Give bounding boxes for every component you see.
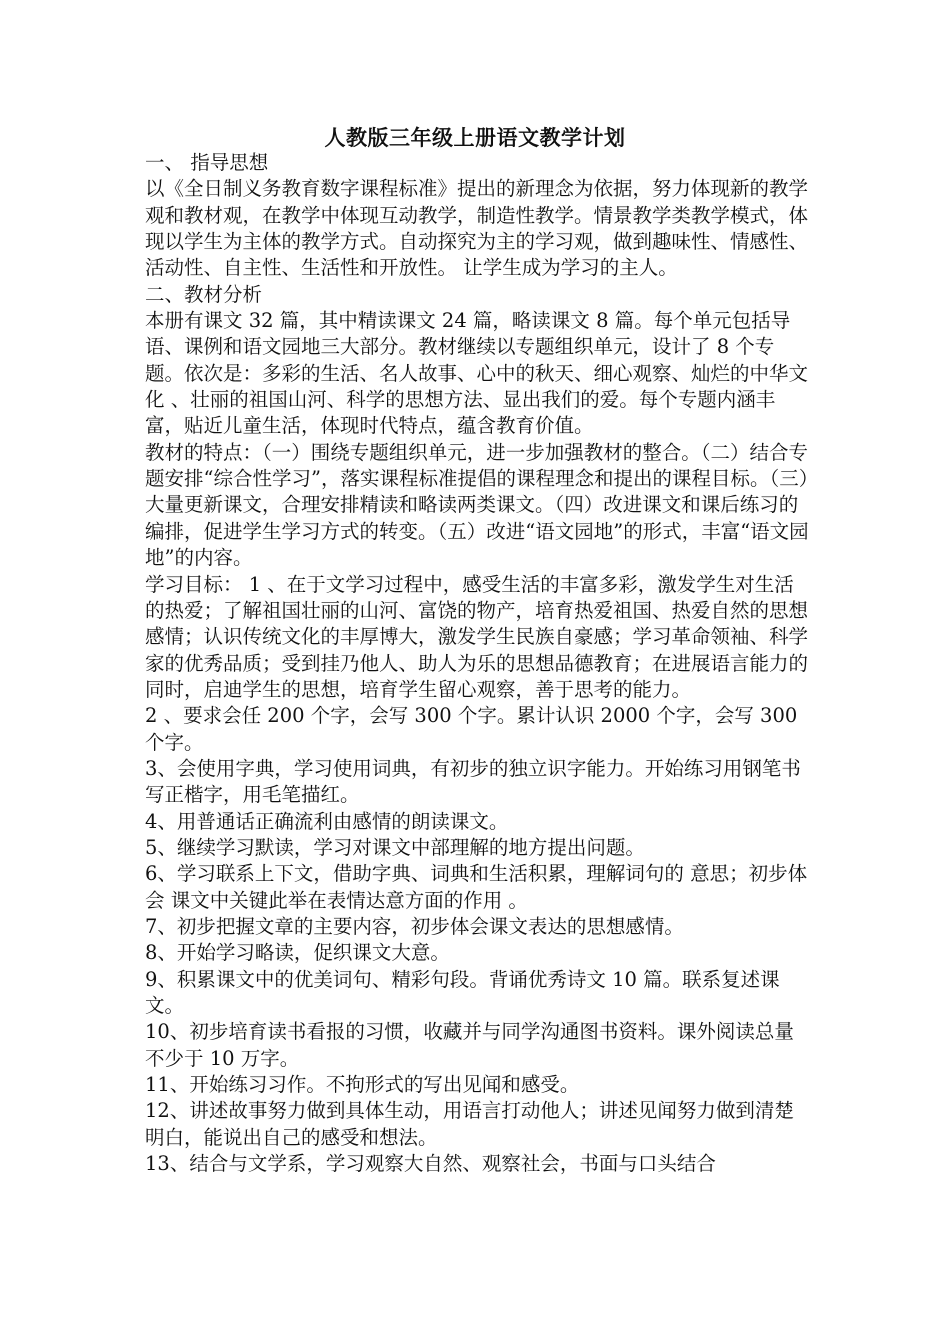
- paragraph-learning-goal-3: 3、会使用字典，学习使用词典，有初步的独立识字能力。开始练习用钢笔书写正楷字，用毛笔描红。: [145, 756, 801, 807]
- section-heading-textbook-analysis: 二、教材分析: [145, 282, 263, 306]
- paragraph-learning-goal-5: 5、继续学习默读，学习对课文中部理解的地方提出问题。: [145, 835, 645, 859]
- document-title: 人教版三年级上册语文教学计划: [324, 125, 626, 150]
- paragraph-learning-goal-4: 4、用普通话正确流利由感情的朗读课文。: [145, 809, 509, 833]
- paragraph-learning-goal-12: 12、讲述故事努力做到具体生动，用语言打动他人；讲述见闻努力做到清楚明白，能说出自己的感受和想法。: [145, 1099, 794, 1149]
- paragraph-textbook-features: 教材的特点：（一）围绕专题组织单元，进一步加强教材的整合。（二）结合专题安排“综合性学习”，落实课程标准提倡的课程理念和提出的课程目标。（三）大量更新课文，合理安排精读和略读两类课文。（四）改进课文和课后练习的编排，促进学生学习方式的转变。（五）改进“语文园地”的形式，丰富“语文园地”的内容。: [145, 440, 809, 570]
- paragraph-learning-goal-8: 8、开始学习略读，促织课文大意。: [145, 941, 450, 965]
- paragraph-learning-goal-9: 9、积累课文中的优美词句、精彩句段。背诵优秀诗文 10 篇。联系复述课文。: [145, 967, 780, 1017]
- paragraph-learning-goal-13: 13、结合与文学系，学习观察大自然、观察社会，书面与口头结合: [145, 1152, 716, 1176]
- paragraph-learning-goal-11: 11、开始练习习作。不拘形式的写出见闻和感受。: [145, 1073, 580, 1097]
- paragraph-learning-goal-6: 6、学习联系上下文，借助字典、词典和生活积累，理解词句的 意思；初步体会 课文中关键此举在表情达意方面的作用 。: [145, 862, 808, 912]
- paragraph-learning-goal-10: 10、初步培育读书看报的习惯，收藏并与同学沟通图书资料。课外阅读总量不少于 10 万字。: [145, 1020, 794, 1070]
- paragraph-learning-goal-1: 学习目标： 1 、在于文学习过程中，感受生活的丰富多彩，激发学生对生活的热爱；了解祖国壮丽的山河、富饶的物产，培育热爱祖国、热爱自然的思想感情；认识传统文化的丰厚博大，激发学生民族自豪感；学习革命领袖、科学家的优秀品质；受到挂乃他人、助人为乐的思想品德教育；在进展语言能力的同时，启迪学生的思想，培育学生留心观察，善于思考的能力。: [145, 572, 809, 701]
- paragraph-learning-goal-7: 7、初步把握文章的主要内容，初步体会课文表达的思想感情。: [145, 914, 684, 938]
- document-body: [145, 150, 810, 1177]
- paragraph-textbook-overview: 本册有课文 32 篇，其中精读课文 24 篇，略读课文 8 篇。每个单元包括导语、课例和语文园地三大部分。教材继续以专题组织单元，设计了 8 个专题。依次是：多彩的生活、名人故事、心中的秋天、细心观察、灿烂的中华文化 、壮丽的祖国山河、科学的思想方法、显出我们的爱。每个专题内涵丰富，贴近儿童生活，体现时代特点，蕴含教育价值。: [145, 309, 809, 438]
- paragraph-learning-goal-2: 2 、要求会任 200 个字，会写 300 个字。累计认识 2000 个字，会写 300 个字。: [145, 704, 798, 754]
- paragraph-guiding-thought: 以《全日制义务教育数字课程标准》提出的新理念为依据，努力体现新的教学观和教材观，在教学中体现互动教学，制造性教学。情景教学类教学模式，体现以学生为主体的教学方式。自动探究为主的学习观，做到趣味性、情感性、活动性、自主性、生活性和开放性。 让学生成为学习的主人。: [145, 177, 809, 280]
- section-heading-guiding-thought: 一、 指导思想: [145, 151, 269, 174]
